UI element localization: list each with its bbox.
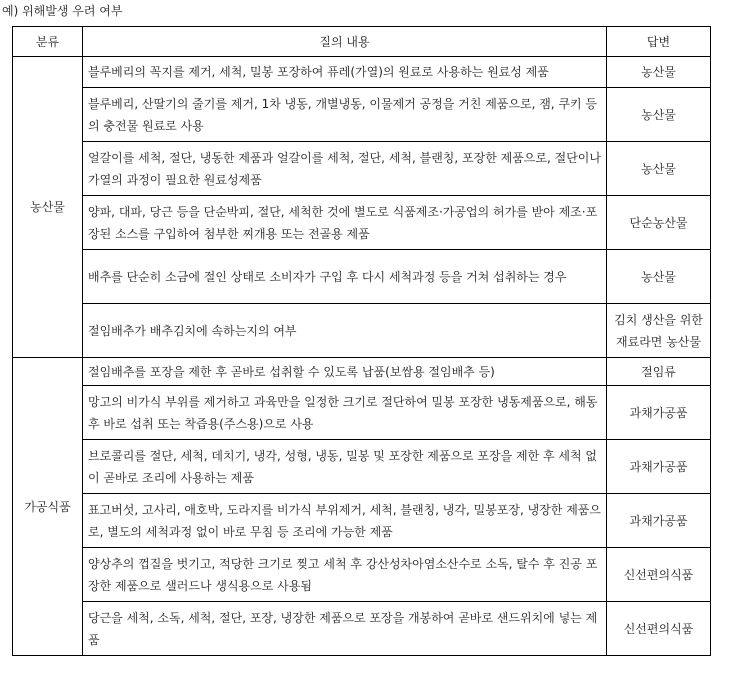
table-row bbox=[13, 548, 711, 602]
question-cell: 절임배추가 배추김치에 속하는지의 여부 bbox=[83, 304, 607, 358]
category-cell-agricultural: 농산물 bbox=[13, 57, 83, 358]
answer-cell: 농산물 bbox=[607, 57, 711, 88]
question-cell: 절임배추를 포장을 제한 후 곧바로 섭취할 수 있도록 납품(보쌈용 절임배추 등) bbox=[83, 358, 607, 386]
answer-cell: 김치 생산을 위한 재료라면 농산물 bbox=[607, 304, 711, 358]
classification-table bbox=[12, 26, 711, 656]
answer-cell: 단순농산물 bbox=[607, 196, 711, 250]
answer-cell: 신선편의식품 bbox=[607, 602, 711, 656]
header-row bbox=[13, 27, 711, 57]
answer-cell: 농산물 bbox=[607, 250, 711, 304]
table-row bbox=[13, 304, 711, 358]
table-row bbox=[13, 358, 711, 386]
table-row bbox=[13, 494, 711, 548]
answer-cell: 농산물 bbox=[607, 88, 711, 142]
question-cell: 얼갈이를 세척, 절단, 냉동한 제품과 얼갈이를 세척, 절단, 세척, 블랜칭, 포장한 제품으로, 절단이나 가열의 과정이 필요한 원료성제품 bbox=[83, 142, 607, 196]
header-category: 분류 bbox=[13, 27, 83, 57]
table-row bbox=[13, 386, 711, 440]
header-answer: 답변 bbox=[607, 27, 711, 57]
table-row bbox=[13, 196, 711, 250]
question-cell: 망고의 비가식 부위를 제거하고 과육만을 일정한 크기로 절단하여 밀봉 포장한 냉동제품으로, 해동 후 바로 섭취 또는 착즙용(주스용)으로 사용 bbox=[83, 386, 607, 440]
answer-cell: 농산물 bbox=[607, 142, 711, 196]
question-cell: 블루베리, 산딸기의 줄기를 제거, 1차 냉동, 개별냉동, 이물제거 공정을 거친 제품으로, 잼, 쿠키 등의 충전물 원료로 사용 bbox=[83, 88, 607, 142]
answer-cell: 신선편의식품 bbox=[607, 548, 711, 602]
table-row bbox=[13, 602, 711, 656]
table-row bbox=[13, 440, 711, 494]
table-caption: 예) 위해발생 우려 여부 bbox=[2, 4, 123, 18]
answer-cell: 과채가공품 bbox=[607, 386, 711, 440]
question-cell: 당근을 세척, 소독, 세척, 절단, 포장, 냉장한 제품으로 포장을 개봉하여 곧바로 샌드위치에 넣는 제품 bbox=[83, 602, 607, 656]
question-cell: 배추를 단순히 소금에 절인 상태로 소비자가 구입 후 다시 세척과정 등을 거쳐 섭취하는 경우 bbox=[83, 250, 607, 304]
header-question: 질의 내용 bbox=[83, 27, 607, 57]
category-cell-processed-food: 가공식품 bbox=[13, 358, 83, 656]
table-row bbox=[13, 250, 711, 304]
answer-cell: 절임류 bbox=[607, 358, 711, 386]
question-cell: 양상추의 껍질을 벗기고, 적당한 크기로 찢고 세척 후 강산성차아염소산수로 소독, 탈수 후 진공 포장한 제품으로 샐러드나 생식용으로 사용됨 bbox=[83, 548, 607, 602]
question-cell: 표고버섯, 고사리, 애호박, 도라지를 비가식 부위제거, 세척, 블랜칭, 냉각, 밀봉포장, 냉장한 제품으로, 별도의 세척과정 없이 바로 무침 등 조리에 가능한 제품 bbox=[83, 494, 607, 548]
question-cell: 양파, 대파, 당근 등을 단순박피, 절단, 세척한 것에 별도로 식품제조·가공업의 허가를 받아 제조·포장된 소스를 구입하여 첨부한 찌개용 또는 전골용 제품 bbox=[83, 196, 607, 250]
table-row bbox=[13, 88, 711, 142]
table-row bbox=[13, 57, 711, 88]
question-cell: 블루베리의 꼭지를 제거, 세척, 밀봉 포장하여 퓨레(가열)의 원료로 사용하는 원료성 제품 bbox=[83, 57, 607, 88]
answer-cell: 과채가공품 bbox=[607, 440, 711, 494]
answer-cell: 과채가공품 bbox=[607, 494, 711, 548]
question-cell: 브로콜리를 절단, 세척, 데치기, 냉각, 성형, 냉동, 밀봉 및 포장한 제품으로 포장을 제한 후 세척 없이 곧바로 조리에 사용하는 제품 bbox=[83, 440, 607, 494]
table-row bbox=[13, 142, 711, 196]
